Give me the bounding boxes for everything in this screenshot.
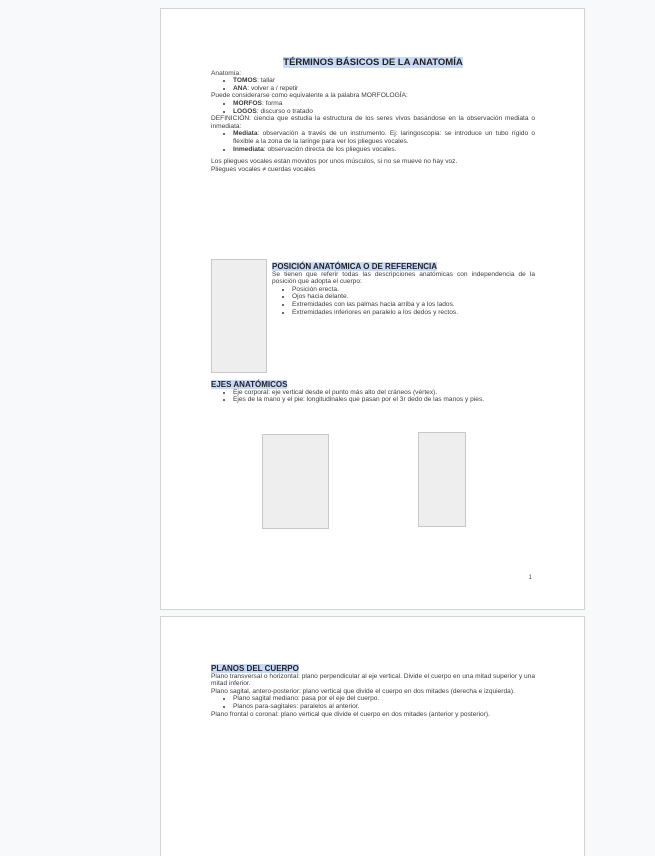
section-heading-posicion: POSICIÓN ANATÓMICA O DE REFERENCIA [272, 262, 438, 271]
anatomical-position-image [211, 259, 267, 373]
list-item: • LOGOS: discurso o tratado [233, 108, 535, 116]
list-item: • Ejes de la mano y el pie: longitudinales que pasan por el 3r dedo de las manos y pies. [233, 396, 535, 404]
definition-paragraph: DEFINICIÓN: ciencia que estudia la estructura de los seres vivos basándose en la observación mediata o inmediata: [211, 115, 535, 130]
posicion-paragraph: Se tienen que referir todas las descripciones anatómicas con independencia de la posición que adopta el cuerpo: [272, 270, 535, 286]
list-item: • Ojos hacia delante. [292, 293, 535, 301]
list-item: • Planos para-sagitales: paralelos al anterior. [233, 703, 535, 711]
pliegues-paragraph: Los pliegues vocales están movidos por unos músculos, si no se mueve no hay voz. [211, 158, 458, 166]
sagital-paragraph: Plano sagital, antero-posterior: plano vertical que divide el cuerpo en dos mitades (derecha e izquierda). [211, 687, 515, 695]
transversal-paragraph: Plano transversal o horizontal: plano perpendicular al eje vertical. Divide el cuerpo en una mitad superior y una mitad inferior. [211, 672, 535, 688]
document-title: TÉRMINOS BÁSICOS DE LA ANATOMÍA [283, 57, 463, 68]
list-item: • Inmediata: observación directa de los pliegues vocales. [233, 146, 535, 154]
etymology-list-1 [211, 77, 535, 92]
section-heading-planos: PLANOS DEL CUERPO [211, 664, 299, 673]
observation-list [211, 130, 535, 153]
morfologia-sentence: Puede considerarse como equivalente a la palabra MORFOLOGÍA: [211, 92, 408, 100]
page-number: 1 [528, 574, 532, 581]
list-item: • Plano sagital mediano: pasa por el eje del cuerpo. [233, 695, 535, 703]
document-page-2 [160, 616, 585, 856]
section-heading-ejes: EJES ANATÓMICOS [211, 380, 288, 389]
list-item: • MORFOS: forma [233, 100, 535, 108]
list-item: • Mediata: observación a través de un instrumento. Ej: laringoscopia: se introduce un tubo rígido o flexible a la zona de la laringe para ver los pliegues vocales. [233, 130, 535, 145]
ejes-list [211, 389, 535, 404]
posicion-list [272, 286, 535, 316]
list-item: • Extremidades inferiores en paralelo a los dedos y rectos. [292, 309, 535, 317]
etymology-list-2 [211, 100, 535, 115]
document-page-1 [160, 8, 585, 610]
sagital-list [211, 695, 535, 710]
pliegues-note: Pliegues vocales ≠ cuerdas vocales [211, 165, 316, 173]
body-axis-image [262, 434, 329, 529]
page-1-content [211, 59, 535, 173]
frontal-paragraph: Plano frontal o coronal: plano vertical que divide el cuerpo en dos mitades (anterior y posterior). [211, 710, 490, 718]
list-item: • ANA: volver a / repetir [233, 85, 535, 93]
anatomia-label: Anatomía: [211, 69, 242, 77]
posicion-section [272, 263, 535, 316]
ejes-section [211, 381, 535, 404]
list-item: • Eje corporal: eje vertical desde el punto más alto del cráneos (vértex). [233, 389, 535, 397]
list-item: • TOMOS: tallar [233, 77, 535, 85]
planos-section [211, 665, 535, 718]
list-item: • Posición erecta. [292, 286, 535, 294]
hand-axis-image [418, 432, 466, 527]
list-item: • Extremidades con las palmas hacia arriba y a los lados. [292, 301, 535, 309]
